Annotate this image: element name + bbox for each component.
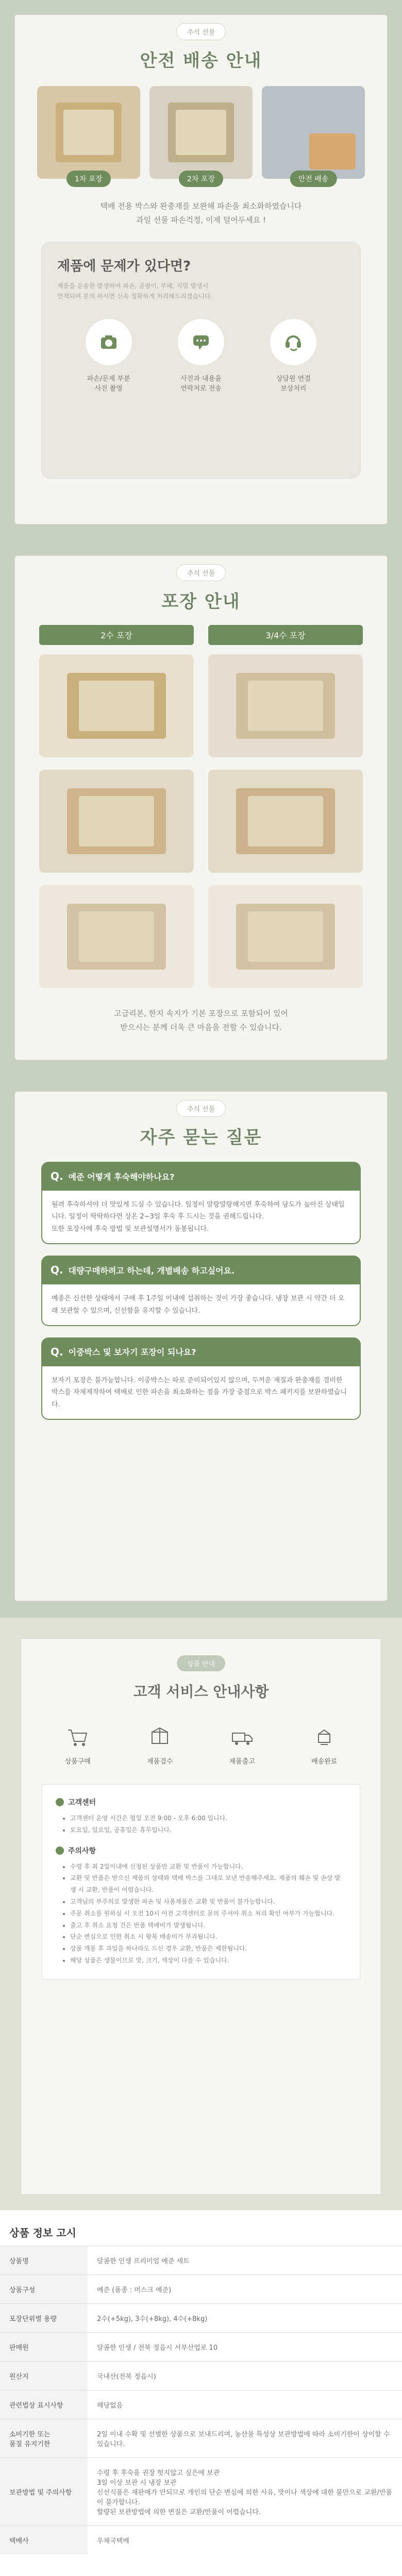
pack-photo-4 bbox=[208, 770, 363, 873]
q-icon: Q. bbox=[51, 1345, 63, 1358]
faq-question[interactable]: Q. 예준 어떻게 후숙해야하나요? bbox=[41, 1162, 361, 1191]
faq-list bbox=[15, 1162, 387, 1420]
notice-list bbox=[70, 1861, 346, 1967]
cs-title: 고객센터 bbox=[56, 1797, 346, 1807]
section-title: 포장 안내 bbox=[161, 591, 241, 612]
service-label: 제품검수 bbox=[147, 1758, 173, 1766]
service-info bbox=[42, 1784, 360, 1979]
step-text: 사진과 내용을 연락처로 전송 bbox=[180, 375, 222, 393]
shipping-desc: 택배 전용 박스와 완충재를 보완해 파손을 최소화하였습니다 과일 선물 파손걱정, 이제 덜어두세요 ! bbox=[100, 201, 302, 225]
headset-icon bbox=[270, 318, 317, 366]
faq-item-3[interactable] bbox=[41, 1337, 361, 1420]
faq-answer: 예종은 신선한 상태에서 구매 후 1주일 이내에 섭취하는 것이 가장 좋습니다. 냉장 보관 시 약간 더 오래 보관할 수 있으며, 신선함을 유지할 수 있습니다. bbox=[41, 1284, 361, 1326]
notice-item: • 고객님의 부주의로 발생한 파손 및 사용제품은 교환 및 반품이 불가능합니다. bbox=[70, 1896, 346, 1908]
notice-item: • 교환 및 반품은 받으신 제품의 상태와 택배 박스를 그대로 보낸 반송해주세요. 제품의 훼손 및 손상 발생 시 교환, 반품이 어렵습니다. bbox=[70, 1872, 346, 1896]
notice-item: • 주문 취소를 원하실 시 오전 10시 이전 고객센터로 문의 주셔야 취소 처리 확인 여부가 가능합니다. bbox=[70, 1908, 346, 1920]
notice-title: 주의사항 bbox=[56, 1845, 346, 1856]
section-pill: 추석 선물 bbox=[176, 1100, 226, 1117]
shipping-photos bbox=[15, 86, 387, 183]
faq-answer: 보자기 포장은 불가능합니다. 이중박스는 따로 준비되어있지 않으며, 두꺼운 재질과 완충재를 겸비한 박스를 자체제작하여 택배로 인한 파손을 최소화하는 점을 가장 중점으로 박스 패키지를 보완하였습니다. bbox=[41, 1366, 361, 1420]
packaging-section bbox=[0, 541, 402, 1077]
photo-label: 안전 배송 bbox=[290, 171, 337, 187]
photo-2 bbox=[149, 86, 253, 183]
photo-label: 2차 포장 bbox=[179, 171, 223, 187]
packaging-grid bbox=[15, 654, 387, 988]
info-table bbox=[0, 2246, 402, 2554]
service-step-3 bbox=[211, 1720, 273, 1766]
faq-answer: 될려 후숙하셔야 더 맛있게 드실 수 있습니다. 일정이 말랑말랑해지면 후숙하여 당도가 높아진 상태입니다. 일정이 딱딱하다면 상온 2~3일 후숙 후 드시는 것을 권해드립니다. 또한 포장사에 후숙 방법 및 보관설명서가 동봉됩니다. bbox=[41, 1191, 361, 1244]
shipping-section bbox=[0, 0, 402, 541]
info-row: 보관방법 및 주의사항 수령 후 후숙을 권장 헛지않고 싶은에 보관 3일 이상 보관 시 냉장 보관 신선식품은 재판매가 안되므로 개인의 단순 변심에 의한 사유, 맛이나 색상에 대한 불만으로 교환/반품이 불가합니다. 할량된 보관방법에 의한 변질은 교환/반품이 어렵습니다. bbox=[0, 2458, 402, 2526]
info-row: 판매원 달콤한 인생 / 전북 정읍시 서부산업로 10 bbox=[0, 2333, 402, 2362]
shipping-card bbox=[14, 14, 388, 524]
pack-photo-6 bbox=[208, 885, 363, 988]
step-text: 상담원 연결 보상처리 bbox=[276, 375, 311, 393]
pack-photo-5 bbox=[39, 885, 194, 988]
cs-item: • 고객센터 운영 시간은 평일 오전 9:00 - 오후 6:00 입니다. bbox=[70, 1812, 346, 1824]
step-2 bbox=[160, 318, 242, 393]
box-icon bbox=[142, 1720, 178, 1756]
notice-item: • 단순 변심으로 인한 취소 시 왕복 배송비가 부과됩니다. bbox=[70, 1931, 346, 1943]
section-title: 고객 서비스 안내사항 bbox=[133, 1683, 269, 1700]
packaging-tabs bbox=[15, 625, 387, 645]
cs-list bbox=[70, 1812, 346, 1836]
packaging-desc: 고급리본, 한지 속지가 기본 포장으로 포함되어 있어 받으시는 분께 더욱 큰 마음을 전할 수 있습니다. bbox=[114, 1009, 288, 1032]
step-1 bbox=[68, 318, 150, 393]
pack-photo-2 bbox=[208, 654, 363, 757]
notice-item: • 수령 후 최 2일이내에 신청된 상품만 교환 및 반품이 가능합니다. bbox=[70, 1861, 346, 1873]
service-step-2 bbox=[129, 1720, 191, 1766]
photo-1 bbox=[37, 86, 140, 183]
faq-item-2[interactable] bbox=[41, 1256, 361, 1326]
service-label: 상품구매 bbox=[64, 1758, 91, 1766]
notice-item: • 출고 후 취소 요청 건은 반품 택배비가 발생됩니다. bbox=[70, 1920, 346, 1931]
q-icon: Q. bbox=[51, 1264, 63, 1277]
faq-item-1[interactable] bbox=[41, 1162, 361, 1244]
cart-icon bbox=[60, 1720, 96, 1756]
section-pill: 추석 선물 bbox=[176, 564, 226, 581]
info-row: 포장단위별 용량 2수(+5kg), 3수(+8kg), 4수(+8kg) bbox=[0, 2304, 402, 2333]
problem-title: 제품에 문제가 있다면? bbox=[57, 259, 191, 274]
cs-item: • 토요일, 일요일, 공휴일은 휴무입니다. bbox=[70, 1824, 346, 1836]
problem-card bbox=[41, 242, 361, 479]
delivery-icon bbox=[306, 1720, 342, 1756]
faq-question[interactable]: Q. 이중박스 및 보자기 포장이 되나요? bbox=[41, 1337, 361, 1366]
info-row: 상품구성 예준 (품종 : 머스크 예준) bbox=[0, 2275, 402, 2304]
info-row: 상품명 달콤한 인생 프리미엄 예준 세트 bbox=[0, 2246, 402, 2275]
info-row: 소비기한 또는 품질 유지기한 2일 이내 수확 및 선별한 상품으로 보내드리며, 농산물 특성상 보관방법에 따라 소비기한이 상이할 수 있습니다. bbox=[0, 2419, 402, 2458]
service-steps bbox=[37, 1720, 365, 1766]
camera-icon bbox=[85, 318, 132, 366]
info-row: 원산지 국내산(전북 정읍시) bbox=[0, 2362, 402, 2391]
steps bbox=[42, 315, 360, 393]
service-step-1 bbox=[47, 1720, 109, 1766]
notice-item: • 상품 개봉 후 과일을 하나라도 드신 경우 교환, 반품은 제한됩니다. bbox=[70, 1943, 346, 1955]
chat-icon bbox=[177, 318, 225, 366]
product-info-section bbox=[0, 2210, 402, 2576]
problem-desc: 제품을 운송한 발생하여 파손, 곰팡이, 부패, 지밀 발생시 면책되며 분의 하시면 신속 정확하게 처리해드리겠습니다. bbox=[57, 282, 213, 300]
warning-icon bbox=[56, 1846, 64, 1855]
service-step-4 bbox=[293, 1720, 355, 1766]
service-label: 제품출고 bbox=[229, 1758, 255, 1766]
faq-card bbox=[14, 1091, 388, 1601]
section-title: 안전 배송 안내 bbox=[140, 50, 262, 71]
section-pill: 추석 선물 bbox=[176, 23, 226, 40]
service-card bbox=[21, 1638, 381, 2195]
photo-label: 1차 포장 bbox=[66, 171, 111, 187]
notice-item: • 해당 상품은 생물이므로 맛, 크기, 색상이 다를 수 있습니다. bbox=[70, 1955, 346, 1967]
q-icon: Q. bbox=[51, 1170, 63, 1182]
tab-2-pack[interactable]: 2수 포장 bbox=[39, 625, 194, 645]
pack-photo-3 bbox=[39, 770, 194, 873]
service-section bbox=[0, 1618, 402, 2210]
phone-icon bbox=[56, 1798, 64, 1806]
photo-3 bbox=[262, 86, 365, 183]
faq-section bbox=[0, 1077, 402, 1618]
tab-3-4-pack[interactable]: 3/4수 포장 bbox=[208, 625, 363, 645]
info-title: 상품 정보 고시 bbox=[9, 2227, 76, 2239]
faq-question[interactable]: Q. 대량구매하려고 하는데, 개별배송 하고싶어요. bbox=[41, 1256, 361, 1284]
info-row: 택배사 우체국택배 bbox=[0, 2526, 402, 2555]
pack-photo-1 bbox=[39, 654, 194, 757]
step-3 bbox=[252, 318, 334, 393]
step-text: 파손/문제 부분 사진 촬영 bbox=[87, 375, 130, 393]
service-label: 배송완료 bbox=[311, 1758, 338, 1766]
section-title: 자주 묻는 질문 bbox=[140, 1127, 262, 1148]
info-row: 관련법상 표시사항 해당없음 bbox=[0, 2391, 402, 2419]
truck-icon bbox=[224, 1720, 260, 1756]
section-pill: 상품 안내 bbox=[177, 1655, 225, 1671]
packaging-card bbox=[14, 555, 388, 1060]
